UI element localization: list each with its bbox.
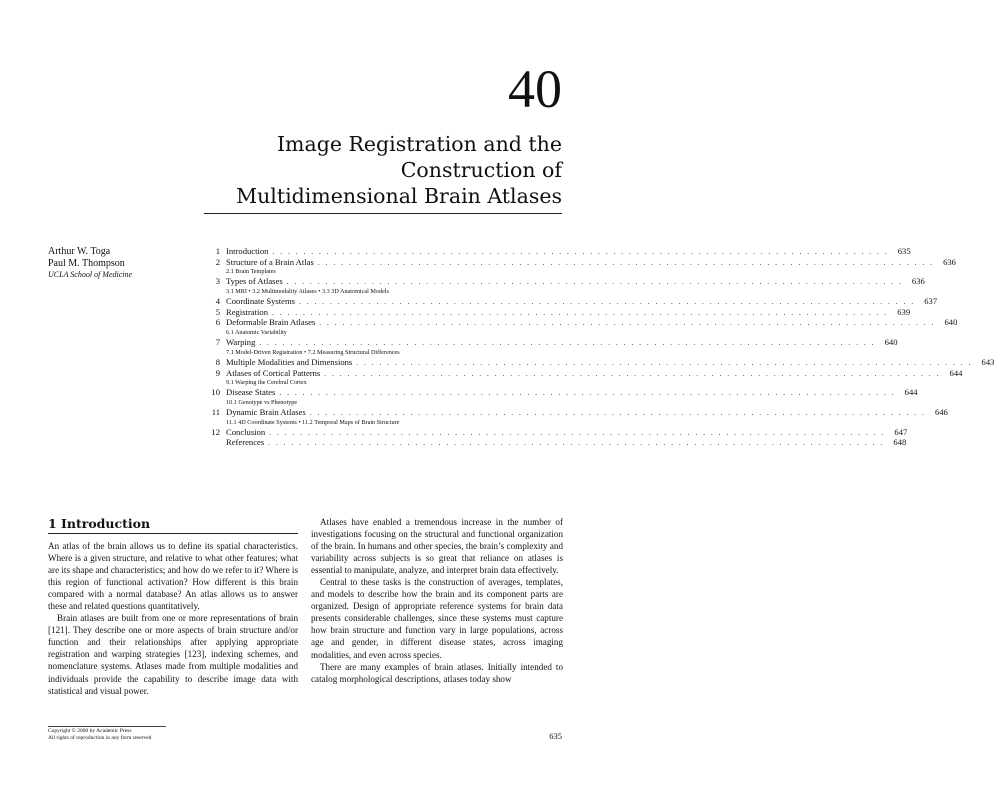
footer-rule xyxy=(48,726,166,727)
toc-entry xyxy=(198,337,898,348)
toc-entry-title: Conclusion xyxy=(226,426,266,437)
toc-dot-leader: . . . . . . . . . . . . . . . . . . . . . . . . . . . . . . . . . . . . . . . . . . . . . . . . . . . . . . . . . . . . . . . . . . . . . . . . . . . . . . . . xyxy=(299,297,916,307)
toc-entry-page: 636 xyxy=(911,276,925,287)
toc-dot-leader: . . . . . . . . . . . . . . . . . . . . . . . . . . . . . . . . . . . . . . . . . . . . . . . . . . . . . . . . . . . . . . . . . . . . . . . . . . . . . . . . xyxy=(272,307,889,317)
body-paragraph: There are many examples of brain atlases. Initially intended to catalog morphological descriptions, atlases today show xyxy=(311,661,563,684)
toc-entry xyxy=(198,387,918,398)
toc-entry xyxy=(198,356,994,368)
toc-entry-number: 5 xyxy=(215,306,220,317)
body-paragraph: An atlas of the brain allows us to define its spatial characteristics. Where is a given structure, and relative to what other features; what are its shape and characteristics; and how do we refer to it? Where is this region of functional activation? How different is this brain compared with a normal database? An atlas allows us to answer these and related questions quantitatively. xyxy=(48,541,298,612)
toc-subsections: 2.1 Brain Templates xyxy=(226,268,276,276)
toc-entry-page: 644 xyxy=(949,367,963,378)
toc-entry-number: 4 xyxy=(215,296,220,307)
toc-entry-title: Coordinate Systems xyxy=(226,296,295,307)
chapter-title-line-2: Construction of xyxy=(400,158,562,182)
toc-entry-page: 644 xyxy=(904,387,918,398)
toc-entry-number: 10 xyxy=(211,387,220,398)
toc-entry-page: 640 xyxy=(884,337,898,348)
toc-dot-leader: . . . . . . . . . . . . . . . . . . . . . . . . . . . . . . . . . . . . . . . . . . . . . . . . . . . . . . . . . . . . . . . . . . . . . . . . . . . . . . . . xyxy=(317,257,934,267)
body-paragraph: Brain atlases are built from one or more representations of brain [121]. They describe one or more aspects of brain structure and/or function and their relationships after applying appropriate registration and warping strategies [123], indexing schemes, and nomenclature systems. Atlases made from multiple modalities and individuals provide the capability to describe image data with statistical and visual power. xyxy=(48,613,298,696)
toc-entry-page: 636 xyxy=(943,256,956,267)
toc-entry-page: 637 xyxy=(924,296,938,307)
section-rule xyxy=(48,533,298,534)
toc-subsections: 6.1 Anatomic Variability xyxy=(226,328,287,336)
chapter-number: 40 xyxy=(508,59,562,119)
author-name: Paul M. Thompson xyxy=(48,257,125,269)
author-block xyxy=(48,246,132,281)
toc-entry-number: 1 xyxy=(215,246,220,256)
toc-dot-leader: . . . . . . . . . . . . . . . . . . . . . . . . . . . . . . . . . . . . . . . . . . . . . . . . . . . . . . . . . . . . . . . . . . . . . . . . . . . . . . . . xyxy=(356,357,973,367)
toc-dot-leader: . . . . . . . . . . . . . . . . . . . . . . . . . . . . . . . . . . . . . . . . . . . . . . . . . . . . . . . . . . . . . . . . . . . . . . . . . . . . . . . . xyxy=(286,277,903,287)
toc-entry-title: Atlases of Cortical Patterns xyxy=(226,367,321,378)
toc-dot-leader: . . . . . . . . . . . . . . . . . . . . . . . . . . . . . . . . . . . . . . . . . . . . . . . . . . . . . . . . . . . . . . . . . . . . . . . . . . . . . . . . xyxy=(272,247,889,256)
toc-entry-title: Registration xyxy=(226,306,269,317)
toc-subsections: 11.1 4D Coordinate Systems • 11.2 Temporal Maps of Brain Structure xyxy=(226,418,400,426)
toc-entry xyxy=(198,407,948,418)
toc-entry-title: Introduction xyxy=(226,246,269,256)
toc-entry-number: 8 xyxy=(215,356,220,367)
toc-entry xyxy=(198,306,911,318)
toc-dot-leader: . . . . . . . . . . . . . . . . . . . . . . . . . . . . . . . . . . . . . . . . . . . . . . . . . . . . . . . . . . . . . . . . . . . . . . . . . . . . . . . . xyxy=(324,368,941,378)
toc-entry-title: Structure of a Brain Atlas xyxy=(226,256,314,267)
toc-entry-number: 6 xyxy=(215,317,220,328)
toc-entry-number: 9 xyxy=(215,367,220,378)
toc-entry-page: 643 xyxy=(981,356,994,367)
section-heading: 1 Introduction xyxy=(48,516,151,531)
toc-subsections: 10.1 Genotype vs Phenotype xyxy=(226,398,298,406)
toc-entry-title: Dynamic Brain Atlases xyxy=(226,407,306,418)
toc-dot-leader: . . . . . . . . . . . . . . . . . . . . . . . . . . . . . . . . . . . . . . . . . . . . . . . . . . . . . . . . . . . . . . . . . . . . . . . . . . . . . . . . xyxy=(279,388,896,398)
toc-entry xyxy=(198,256,956,268)
body-paragraph: Central to these tasks is the construction of averages, templates, and models to describe how the brain and its component parts are organized. Design of appropriate reference systems for brain data presents considerable challenges, since these systems must capture how brain structure and function vary in large populations, across age and gender, in different disease states, across imaging modalities, and even across species. xyxy=(311,577,563,660)
chapter-title-line-1: Image Registration and the xyxy=(276,132,562,156)
toc-entry-page: 639 xyxy=(897,306,911,317)
toc-entry xyxy=(198,246,911,257)
toc-dot-leader: . . . . . . . . . . . . . . . . . . . . . . . . . . . . . . . . . . . . . . . . . . . . . . . . . . . . . . . . . . . . . . . . . . . . . . . . . . . . . . . . xyxy=(309,408,926,418)
body-column-right xyxy=(311,516,563,685)
title-rule xyxy=(204,213,562,214)
toc-subsections: 7.1 Model-Driven Registration • 7.2 Measuring Structural Differences xyxy=(226,348,400,356)
toc-entry xyxy=(198,437,907,448)
toc-entry xyxy=(198,296,938,307)
toc-subsections: 3.1 MRI • 3.2 Multimodality Atlases • 3.3 3D Anatomical Models xyxy=(226,287,389,295)
toc-entry-page: 635 xyxy=(897,246,911,256)
author-affiliation: UCLA School of Medicine xyxy=(48,270,133,279)
toc-entry-title: Types of Atlases xyxy=(226,276,283,287)
toc-entry xyxy=(198,317,958,328)
toc-entry-number: 7 xyxy=(215,337,220,348)
toc-dot-leader: . . . . . . . . . . . . . . . . . . . . . . . . . . . . . . . . . . . . . . . . . . . . . . . . . . . . . . . . . . . . . . . . . . . . . . . . . . . . . . . . xyxy=(319,318,936,328)
toc-entry xyxy=(198,367,963,379)
chapter-title xyxy=(142,131,562,209)
chapter-title-line-3: Multidimensional Brain Atlases xyxy=(236,184,562,208)
toc-entry-page: 646 xyxy=(934,407,948,418)
toc-dot-leader: . . . . . . . . . . . . . . . . . . . . . . . . . . . . . . . . . . . . . . . . . . . . . . . . . . . . . . . . . . . . . . . . . . . . . . . . . . . . . . . . xyxy=(269,427,886,437)
toc-entry xyxy=(198,426,908,438)
body-paragraph: Atlases have enabled a tremendous increase in the number of investigations focusing on the structural and functional organization of the brain. In humans and other species, the brain’s complexity and variability across subjects is so great that reliance on atlases is essential to manipulate, analyze, and interpret brain data effectively. xyxy=(311,517,563,576)
toc-entry-number: 12 xyxy=(211,426,220,437)
toc-dot-leader: . . . . . . . . . . . . . . . . . . . . . . . . . . . . . . . . . . . . . . . . . . . . . . . . . . . . . . . . . . . . . . . . . . . . . . . . . . . . . . . . xyxy=(259,338,876,348)
toc-entry-page: 640 xyxy=(944,317,958,328)
toc-entry-title: References xyxy=(226,437,265,448)
author-name: Arthur W. Toga xyxy=(48,246,111,257)
toc-subsections: 9.1 Warping the Cerebral Cortex xyxy=(226,379,307,387)
copyright-notice xyxy=(48,728,151,742)
toc-entry-title: Deformable Brain Atlases xyxy=(226,317,316,328)
toc-entry xyxy=(198,276,925,287)
body-column-left xyxy=(48,540,298,697)
toc-dot-leader: . . . . . . . . . . . . . . . . . . . . . . . . . . . . . . . . . . . . . . . . . . . . . . . . . . . . . . . . . . . . . . . . . . . . . . . . . . . . . . . . xyxy=(268,438,885,448)
page-number: 635 xyxy=(549,731,562,741)
toc-entry-number: 11 xyxy=(211,407,220,418)
copyright-line: Copyright © 2000 by Academic Press xyxy=(48,728,132,734)
toc-entry-title: Disease States xyxy=(226,387,276,398)
toc-entry-title: Multiple Modalities and Dimensions xyxy=(226,356,353,367)
toc-entry-number: 2 xyxy=(215,256,220,267)
table-of-contents xyxy=(198,246,994,448)
rights-line: All rights of reproduction in any form reserved xyxy=(48,735,152,741)
toc-entry-page: 648 xyxy=(893,437,907,448)
toc-entry-page: 647 xyxy=(894,426,908,437)
toc-entry-title: Warping xyxy=(226,337,256,348)
toc-entry-number: 3 xyxy=(215,276,220,287)
